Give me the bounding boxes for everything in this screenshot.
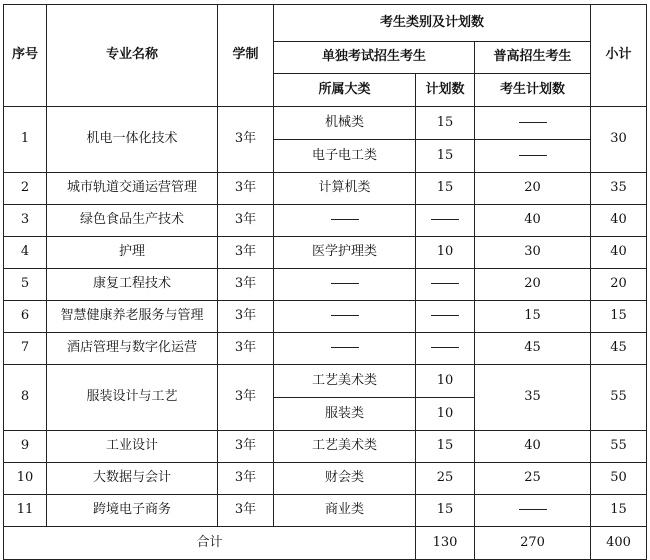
dash-mark xyxy=(331,219,359,220)
row-plan xyxy=(416,269,475,301)
dash-mark xyxy=(331,347,359,348)
row-category xyxy=(274,301,416,333)
row-subtotal: 55 xyxy=(591,431,647,463)
row-category: 财会类 xyxy=(274,463,416,495)
row-years: 3年 xyxy=(218,365,274,431)
row-years: 3年 xyxy=(218,333,274,365)
row-category: 计算机类 xyxy=(274,173,416,205)
row-plan: 15 xyxy=(416,495,475,527)
table-row xyxy=(4,173,647,205)
row-regular-plan: 30 xyxy=(475,237,591,269)
row-major-name: 城市轨道交通运营管理 xyxy=(47,173,218,205)
row-category xyxy=(274,205,416,237)
row-subtotal: 35 xyxy=(591,173,647,205)
row-subtotal: 20 xyxy=(591,269,647,301)
table-row xyxy=(4,431,647,463)
row-major-name: 大数据与会计 xyxy=(47,463,218,495)
row-years: 3年 xyxy=(218,269,274,301)
row-no: 11 xyxy=(4,495,47,527)
table-row xyxy=(4,365,647,398)
header-major: 专业名称 xyxy=(47,5,218,107)
enrollment-plan-table xyxy=(3,4,647,560)
row-years: 3年 xyxy=(218,107,274,173)
row-regular-plan xyxy=(475,495,591,527)
table-row xyxy=(4,107,647,140)
row-no: 10 xyxy=(4,463,47,495)
header-seq: 序号 xyxy=(4,5,47,107)
table-row xyxy=(4,237,647,269)
row-no: 1 xyxy=(4,107,47,173)
dash-mark xyxy=(431,347,459,348)
table-row xyxy=(4,333,647,365)
row-plan: 15 xyxy=(416,431,475,463)
row-major-name: 智慧健康养老服务与管理 xyxy=(47,301,218,333)
row-subtotal: 45 xyxy=(591,333,647,365)
dash-mark xyxy=(431,315,459,316)
row-years: 3年 xyxy=(218,301,274,333)
row-subtotal: 15 xyxy=(591,495,647,527)
row-regular-plan: 40 xyxy=(475,431,591,463)
row-subtotal: 55 xyxy=(591,365,647,431)
row-major-name: 机电一体化技术 xyxy=(47,107,218,173)
row-plan: 15 xyxy=(416,140,475,173)
row-regular-plan xyxy=(475,107,591,140)
row-category: 工艺美术类 xyxy=(274,365,416,398)
row-subtotal: 40 xyxy=(591,237,647,269)
row-subtotal: 40 xyxy=(591,205,647,237)
row-subtotal: 30 xyxy=(591,107,647,173)
row-major-name: 服装设计与工艺 xyxy=(47,365,218,431)
row-no: 5 xyxy=(4,269,47,301)
row-category xyxy=(274,333,416,365)
total-row xyxy=(4,527,647,560)
table-row xyxy=(4,269,647,301)
header-subtotal: 小计 xyxy=(591,5,647,107)
row-major-name: 跨境电子商务 xyxy=(47,495,218,527)
row-years: 3年 xyxy=(218,205,274,237)
row-category xyxy=(274,269,416,301)
row-regular-plan: 20 xyxy=(475,269,591,301)
dash-mark xyxy=(519,509,547,510)
row-regular-plan: 15 xyxy=(475,301,591,333)
header-separate: 单独考试招生考生 xyxy=(274,42,475,74)
row-plan: 10 xyxy=(416,237,475,269)
row-plan xyxy=(416,333,475,365)
row-plan: 15 xyxy=(416,107,475,140)
row-plan: 10 xyxy=(416,398,475,431)
row-category: 服装类 xyxy=(274,398,416,431)
table-row xyxy=(4,301,647,333)
table-row xyxy=(4,205,647,237)
table-row xyxy=(4,495,647,527)
row-category: 医学护理类 xyxy=(274,237,416,269)
row-regular-plan: 35 xyxy=(475,365,591,431)
table-row xyxy=(4,463,647,495)
header-group: 考生类别及计划数 xyxy=(274,5,591,42)
row-plan xyxy=(416,301,475,333)
row-years: 3年 xyxy=(218,431,274,463)
row-years: 3年 xyxy=(218,463,274,495)
row-subtotal: 15 xyxy=(591,301,647,333)
row-major-name: 护理 xyxy=(47,237,218,269)
row-no: 6 xyxy=(4,301,47,333)
row-major-name: 酒店管理与数字化运营 xyxy=(47,333,218,365)
row-no: 3 xyxy=(4,205,47,237)
row-years: 3年 xyxy=(218,495,274,527)
row-major-name: 康复工程技术 xyxy=(47,269,218,301)
header-plan: 计划数 xyxy=(416,74,475,107)
header-regular-plan: 考生计划数 xyxy=(475,74,591,107)
dash-mark xyxy=(331,283,359,284)
dash-mark xyxy=(431,283,459,284)
header-regular: 普高招生考生 xyxy=(475,42,591,74)
row-no: 8 xyxy=(4,365,47,431)
row-regular-plan: 45 xyxy=(475,333,591,365)
header-category: 所属大类 xyxy=(274,74,416,107)
row-major-name: 绿色食品生产技术 xyxy=(47,205,218,237)
row-plan: 25 xyxy=(416,463,475,495)
row-category: 电子电工类 xyxy=(274,140,416,173)
dash-mark xyxy=(331,315,359,316)
dash-mark xyxy=(431,219,459,220)
row-no: 7 xyxy=(4,333,47,365)
row-regular-plan: 25 xyxy=(475,463,591,495)
total-label: 合计 xyxy=(4,527,416,560)
row-no: 2 xyxy=(4,173,47,205)
row-subtotal: 50 xyxy=(591,463,647,495)
row-regular-plan xyxy=(475,140,591,173)
row-major-name: 工业设计 xyxy=(47,431,218,463)
total-plan: 130 xyxy=(416,527,475,560)
row-category: 商业类 xyxy=(274,495,416,527)
row-regular-plan: 40 xyxy=(475,205,591,237)
row-no: 4 xyxy=(4,237,47,269)
row-years: 3年 xyxy=(218,237,274,269)
header-row-1 xyxy=(4,5,647,42)
row-category: 机械类 xyxy=(274,107,416,140)
row-regular-plan: 20 xyxy=(475,173,591,205)
row-no: 9 xyxy=(4,431,47,463)
dash-mark xyxy=(519,155,547,156)
row-category: 工艺美术类 xyxy=(274,431,416,463)
row-plan: 15 xyxy=(416,173,475,205)
total-subtotal: 400 xyxy=(591,527,647,560)
row-plan xyxy=(416,205,475,237)
row-years: 3年 xyxy=(218,173,274,205)
total-regular: 270 xyxy=(475,527,591,560)
dash-mark xyxy=(519,122,547,123)
header-years: 学制 xyxy=(218,5,274,107)
row-plan: 10 xyxy=(416,365,475,398)
